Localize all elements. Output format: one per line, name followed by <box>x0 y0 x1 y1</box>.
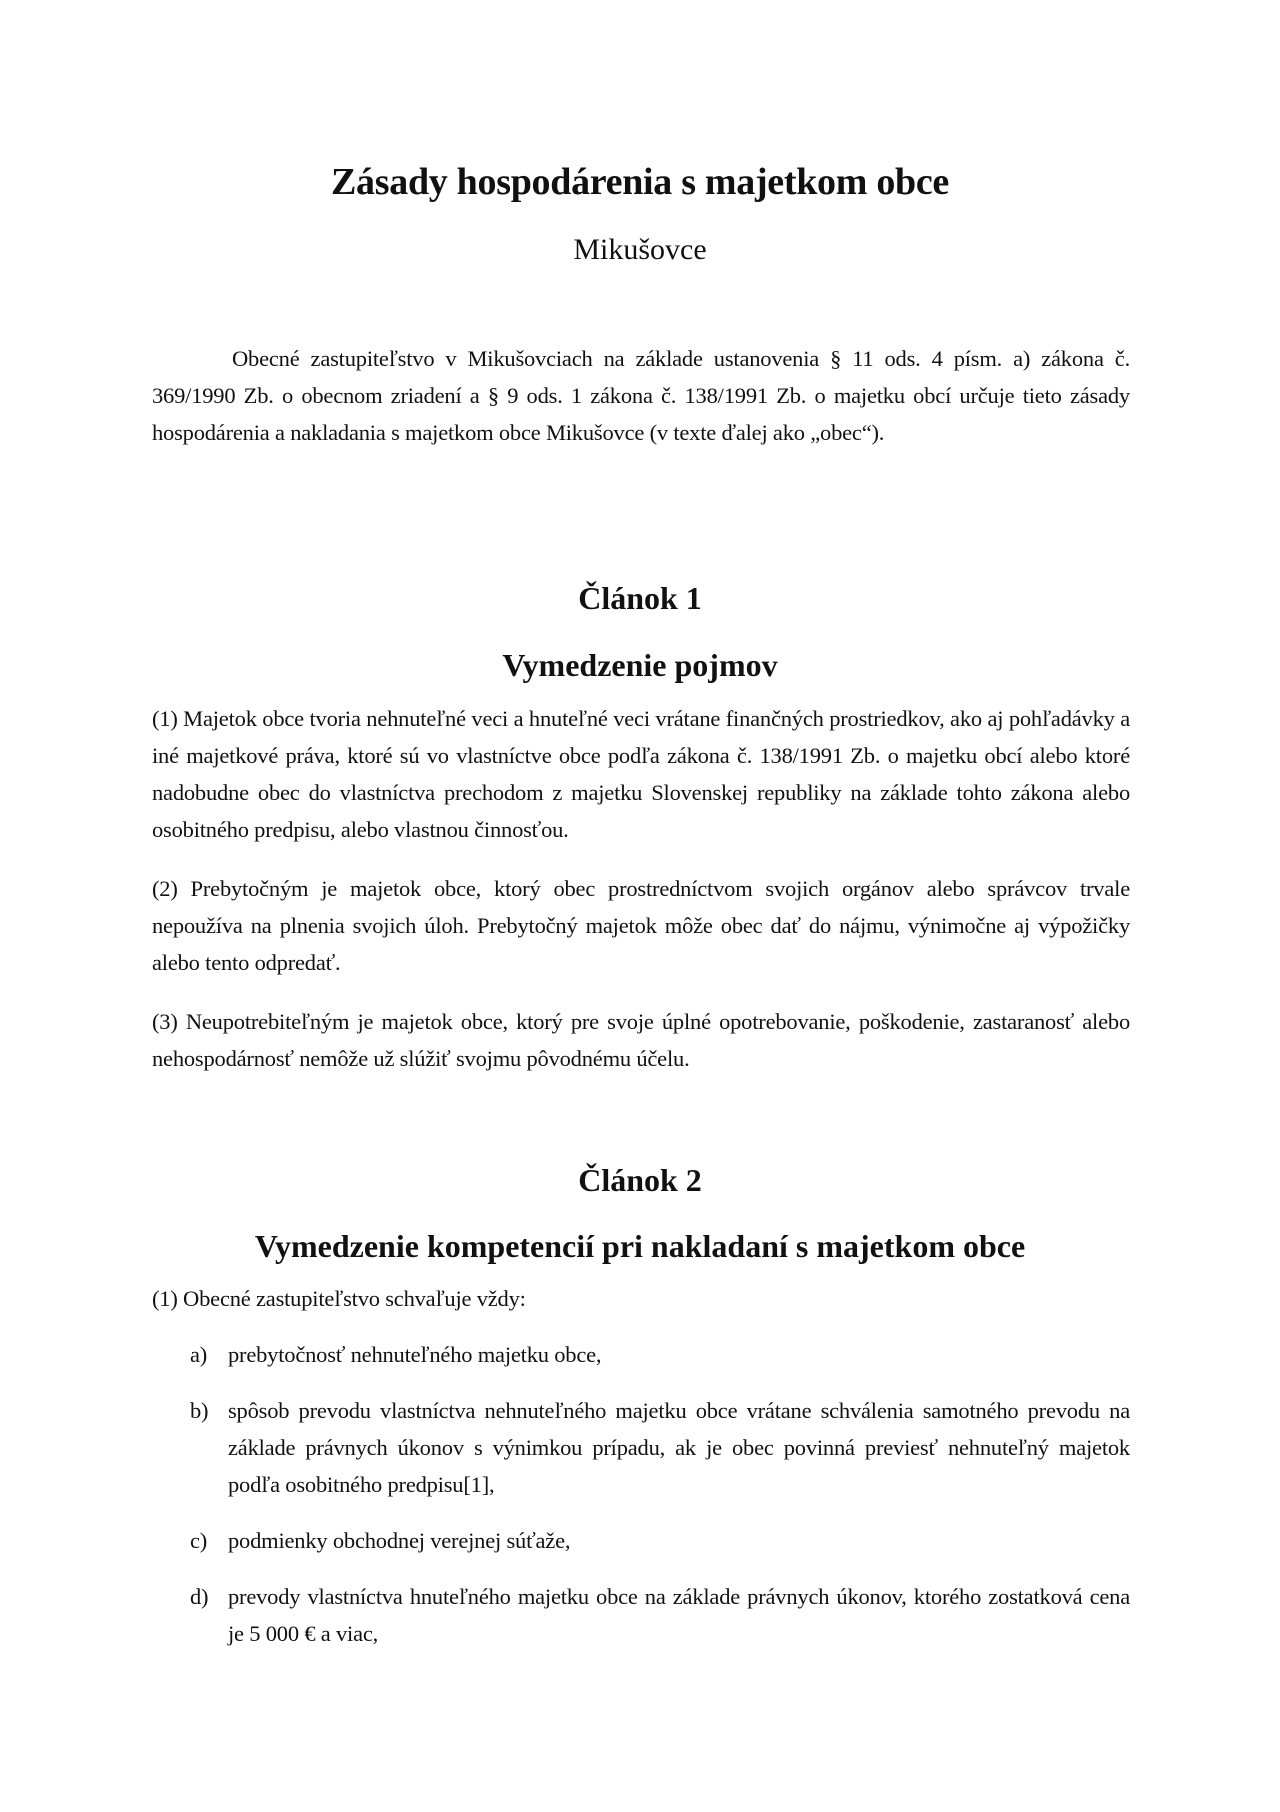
list-item <box>190 1336 1130 1373</box>
list-item-marker: c) <box>190 1528 208 1553</box>
list-item <box>190 1392 1130 1503</box>
document-subtitle: Mikušovce <box>573 233 707 266</box>
list-item-marker: b) <box>190 1398 209 1423</box>
document-title: Zásady hospodárenia s majetkom obce <box>331 161 949 203</box>
article-1-paragraph-1: (1) Majetok obce tvoria nehnuteľné veci a hnuteľné veci vrátane finančných prostriedkov, ako aj pohľadávky a iné majetkové práva, ktoré sú vo vlastníctve obce podľa zákona č. 138/1991 Zb. o majetku obcí alebo ktoré nadobudne obec do vlastníctva prechodom z majetku Slovenskej republiky na základe tohto zákona alebo osobitného predpisu, alebo vlastnou činnosťou. <box>152 706 1130 842</box>
list-item-text: podmienky obchodnej verejnej súťaže, <box>228 1528 571 1553</box>
article-2-paragraph-1: (1) Obecné zastupiteľstvo schvaľuje vždy: <box>152 1286 526 1311</box>
list-item <box>190 1578 1130 1652</box>
article-2-number: Článok 2 <box>578 1162 702 1198</box>
list-item-text: prebytočnosť nehnuteľného majetku obce, <box>228 1342 602 1367</box>
list-item-text: prevody vlastníctva hnuteľného majetku obce na základe právnych úkonov, ktorého zostatková cena je 5 000 € a viac, <box>228 1584 1130 1646</box>
article-2-heading: Vymedzenie kompetencií pri nakladaní s majetkom obce <box>254 1228 1026 1264</box>
article-1-paragraph-2: (2) Prebytočným je majetok obce, ktorý obec prostredníctvom svojich orgánov alebo správcov trvale nepoužíva na plnenia svojich úloh. Prebytočný majetok môže obec dať do nájmu, výnimočne aj výpožičky alebo tento odpredať. <box>152 876 1130 975</box>
preamble-paragraph: Obecné zastupiteľstvo v Mikušovciach na základe ustanovenia § 11 ods. 4 písm. a) zákona č. 369/1990 Zb. o obecnom zriadení a § 9 ods. 1 zákona č. 138/1991 Zb. o majetku obcí určuje tieto zásady hospodárenia a nakladania s majetkom obce Mikušovce (v texte ďalej ako „obec“). <box>152 346 1130 445</box>
list-item <box>190 1522 1130 1559</box>
list-item-marker: a) <box>190 1342 208 1367</box>
list-item-marker: d) <box>190 1584 209 1609</box>
article-1-number: Článok 1 <box>578 580 702 616</box>
article-1-paragraph-3: (3) Neupotrebiteľným je majetok obce, ktorý pre svoje úplné opotrebovanie, poškodenie, zastaranosť alebo nehospodárnosť nemôže už slúžiť svojmu pôvodnému účelu. <box>152 1009 1130 1071</box>
list-item-text: spôsob prevodu vlastníctva nehnuteľného majetku obce vrátane schválenia samotného prevodu na základe právnych úkonov s výnimkou prípadu, ak je obec povinná previesť nehnuteľný majetok podľa osobitného predpisu[1], <box>228 1398 1130 1497</box>
article-1-heading: Vymedzenie pojmov <box>502 647 778 683</box>
